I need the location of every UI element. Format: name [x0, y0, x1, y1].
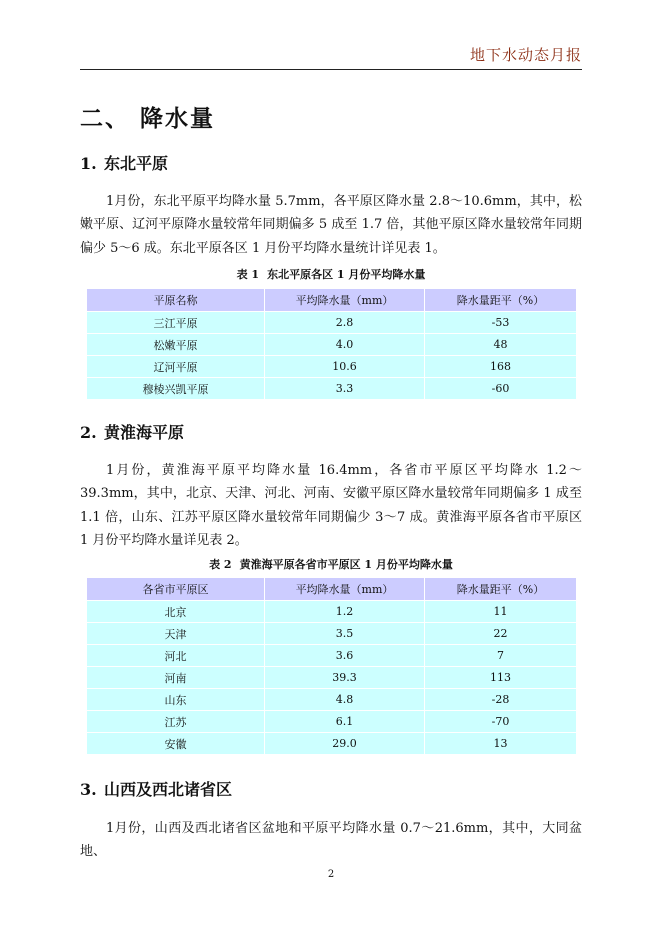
table-cell: 北京 — [87, 601, 265, 623]
paragraph-3: 1月份，山西及西北诸省区盆地和平原平均降水量 0.7～21.6mm，其中，大同盆地、 — [80, 821, 582, 860]
table-cell: 穆棱兴凯平原 — [87, 378, 265, 400]
table-cell: -60 — [425, 378, 577, 400]
table-cell: 39.3 — [265, 667, 425, 689]
table-cell: 松嫩平原 — [87, 334, 265, 356]
table-cell: 3.3 — [265, 378, 425, 400]
table-caption-2 — [80, 556, 582, 572]
table-cell: 1.2 — [265, 601, 425, 623]
table-header-row — [87, 578, 577, 601]
subsection-number: 2. — [80, 423, 97, 442]
table-cell: -28 — [425, 689, 577, 711]
table-row — [87, 623, 577, 645]
table-cell: 4.0 — [265, 334, 425, 356]
table-caption-1 — [80, 266, 582, 282]
table-cell: 4.8 — [265, 689, 425, 711]
subsection-number: 1. — [80, 154, 97, 173]
table-cell: 三江平原 — [87, 312, 265, 334]
table-cell: 山东 — [87, 689, 265, 711]
table-header-row — [87, 289, 577, 312]
table-cell: 安徽 — [87, 733, 265, 755]
column-header: 平均降水量（mm） — [265, 578, 425, 601]
table-row — [87, 667, 577, 689]
subsection-heading-1 — [80, 151, 168, 174]
table-cell: -53 — [425, 312, 577, 334]
table-label: 表 1 — [236, 268, 260, 281]
table-cell: 13 — [425, 733, 577, 755]
table-row — [87, 689, 577, 711]
table-cell: 6.1 — [265, 711, 425, 733]
table-row — [87, 711, 577, 733]
subsection-title: 东北平原 — [104, 154, 169, 173]
header-divider — [80, 69, 582, 70]
column-header: 平均降水量（mm） — [265, 289, 425, 312]
table-cell: 7 — [425, 645, 577, 667]
subsection-title: 山西及西北诸省区 — [104, 780, 233, 799]
subsection-heading-2 — [80, 420, 184, 443]
table-cell: 河南 — [87, 667, 265, 689]
table-cell: 10.6 — [265, 356, 425, 378]
table-cell: 3.5 — [265, 623, 425, 645]
table-row — [87, 334, 577, 356]
table-title: 东北平原各区 1 月份平均降水量 — [267, 268, 426, 281]
table-label: 表 2 — [209, 558, 232, 571]
table-cell: 河北 — [87, 645, 265, 667]
page-number: 2 — [327, 869, 335, 880]
table-cell: 29.0 — [265, 733, 425, 755]
table-cell: 113 — [425, 667, 577, 689]
paragraph-1: 1月份，东北平原平均降水量 5.7mm，各平原区降水量 2.8～10.6mm，其中，松嫩平原、辽河平原降水量较常年同期偏多 5 成至 1.7 倍，其他平原区降水量较常年同期偏少 5～6 成。东北平原各区 1 月份平均降水量统计详见表 1。 — [80, 194, 582, 256]
subsection-number: 3. — [80, 780, 97, 799]
table-row — [87, 601, 577, 623]
table-row — [87, 312, 577, 334]
table-cell: 天津 — [87, 623, 265, 645]
column-header: 各省市平原区 — [87, 578, 265, 601]
table-cell: 2.8 — [265, 312, 425, 334]
table-title: 黄淮海平原各省市平原区 1 月份平均降水量 — [239, 558, 453, 571]
table-row — [87, 378, 577, 400]
section-title: 二、 降水量 — [80, 105, 216, 132]
table-cell: 11 — [425, 601, 577, 623]
precipitation-table-1 — [86, 288, 577, 400]
table-row — [87, 645, 577, 667]
column-header: 降水量距平（%） — [425, 578, 577, 601]
table-cell: 3.6 — [265, 645, 425, 667]
column-header: 平原名称 — [87, 289, 265, 312]
paragraph-2: 1月份，黄淮海平原平均降水量 16.4mm，各省市平原区平均降水 1.2～39.3mm，其中，北京、天津、河北、河南、安徽平原区降水量较常年同期偏多 1 成至 1.1 倍，山东、江苏平原区降水量较常年同期偏少 3～7 成。黄淮海平原各省市平原区 1 月份平均降水量详见表 2。 — [80, 463, 582, 548]
table-cell: 辽河平原 — [87, 356, 265, 378]
table-cell: 48 — [425, 334, 577, 356]
report-header-title: 地下水动态月报 — [469, 46, 582, 64]
subsection-title: 黄淮海平原 — [104, 423, 185, 442]
column-header: 降水量距平（%） — [425, 289, 577, 312]
table-cell: 22 — [425, 623, 577, 645]
table-row — [87, 733, 577, 755]
precipitation-table-2 — [86, 577, 577, 755]
table-row — [87, 356, 577, 378]
subsection-heading-3 — [80, 777, 232, 800]
table-cell: 江苏 — [87, 711, 265, 733]
table-cell: -70 — [425, 711, 577, 733]
table-cell: 168 — [425, 356, 577, 378]
